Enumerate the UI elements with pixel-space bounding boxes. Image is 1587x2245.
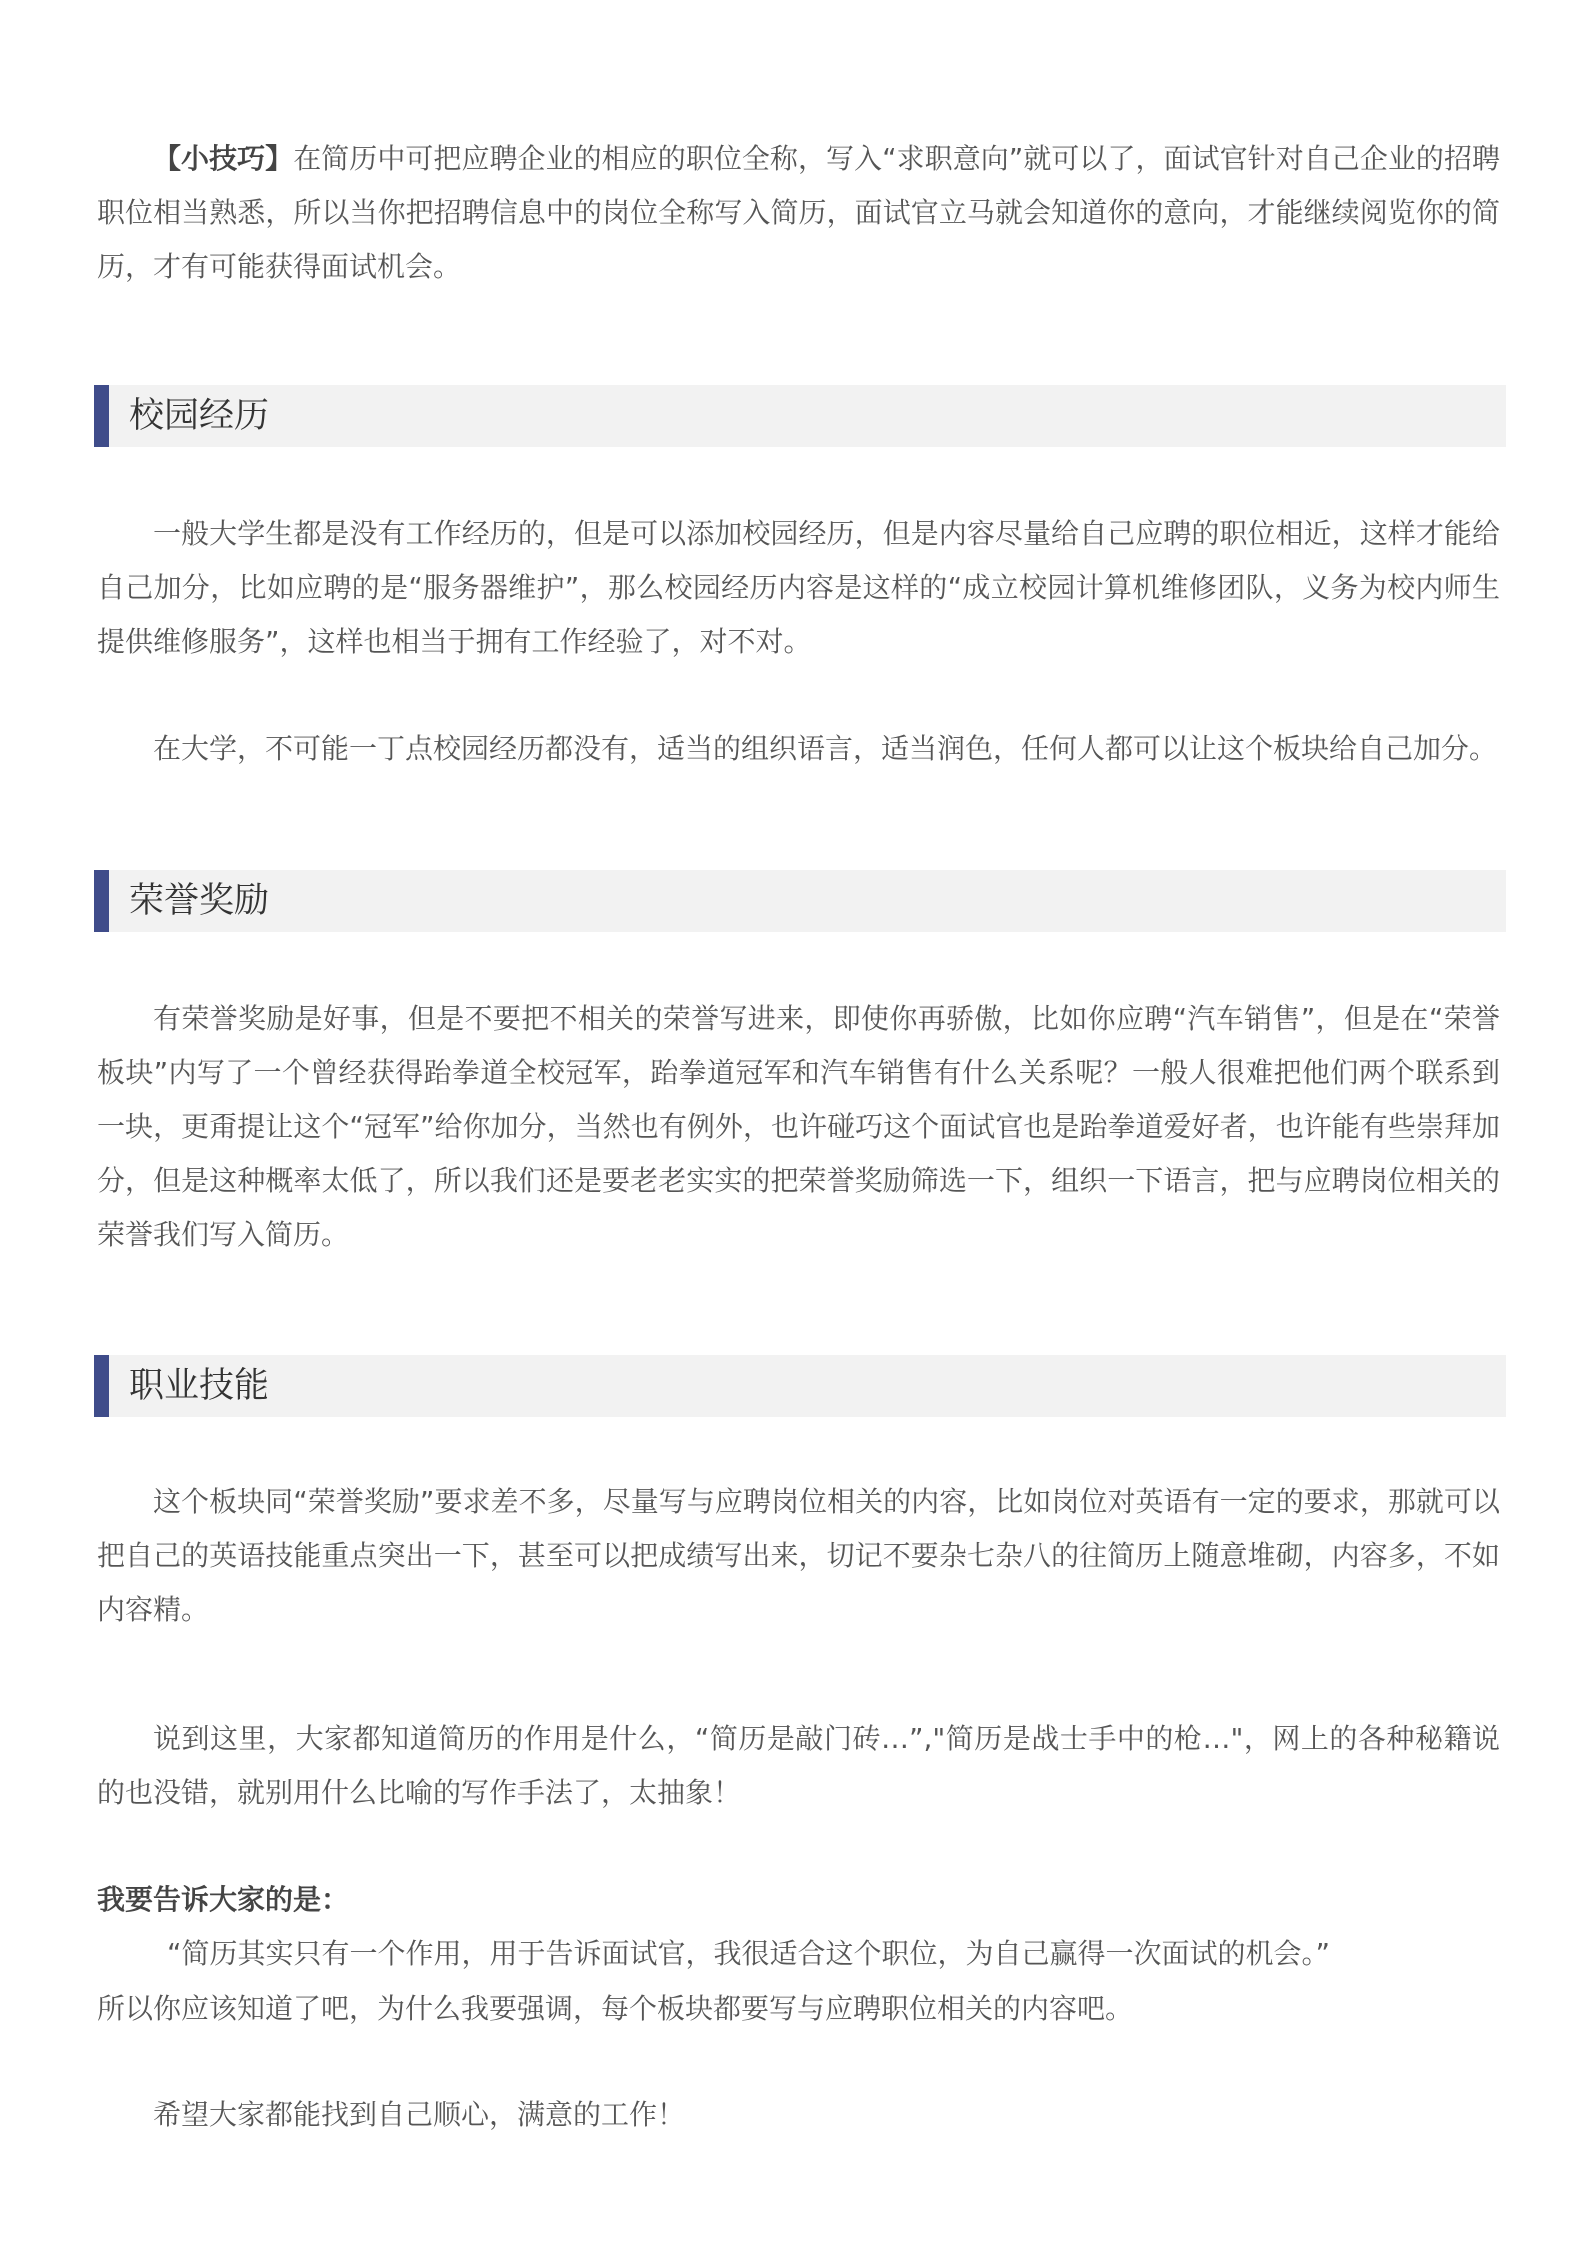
closing-quote: “简历其实只有一个作用，用于告诉面试官，我很适合这个职位，为自己赢得一次面试的机会。” — [167, 1937, 1331, 1970]
heading-text: 职业技能 — [129, 1366, 270, 1406]
heading-text: 荣誉奖励 — [129, 881, 270, 921]
section-heading-campus — [94, 385, 1506, 447]
section-heading-skills — [94, 1355, 1506, 1417]
campus-paragraph-1: 一般大学生都是没有工作经历的，但是可以添加校园经历，但是内容尽量给自己应聘的职位相近，这样才能给自己加分，比如应聘的是“服务器维护”，那么校园经历内容是这样的“成立校园计算机维修团队，义务为校内师生提供维修服务”，这样也相当于拥有工作经验了，对不对。 — [97, 517, 1500, 658]
closing-bold-intro: 我要告诉大家的是： — [97, 1883, 350, 1916]
section-heading-honors — [94, 870, 1506, 932]
closing-conclusion: 所以你应该知道了吧，为什么我要强调，每个板块都要写与应聘职位相关的内容吧。 — [97, 1992, 1134, 2025]
campus-paragraph-2: 在大学，不可能一丁点校园经历都没有，适当的组织语言，适当润色，任何人都可以让这个板块给自己加分。 — [153, 732, 1498, 765]
tip-label: 【小技巧】 — [153, 142, 294, 175]
closing-wish: 希望大家都能找到自己顺心，满意的工作！ — [153, 2098, 686, 2131]
skills-paragraph: 这个板块同“荣誉奖励”要求差不多，尽量写与应聘岗位相关的内容，比如岗位对英语有一定的要求，那就可以把自己的英语技能重点突出一下，甚至可以把成绩写出来，切记不要杂七杂八的往简历上随意堆砌，内容多，不如内容精。 — [97, 1485, 1500, 1626]
closing-paragraph: 说到这里，大家都知道简历的作用是什么，“简历是敲门砖…”,"简历是战士手中的枪…"，网上的各种秘籍说的也没错，就别用什么比喻的写作手法了，太抽象！ — [97, 1722, 1500, 1809]
tip-paragraph — [97, 132, 1500, 294]
tip-text: 在简历中可把应聘企业的相应的职位全称，写入“求职意向”就可以了，面试官针对自己企业的招聘职位相当熟悉，所以当你把招聘信息中的岗位全称写入简历，面试官立马就会知道你的意向，才能继续阅览你的简历，才有可能获得面试机会。 — [97, 142, 1500, 283]
honors-paragraph: 有荣誉奖励是好事，但是不要把不相关的荣誉写进来，即使你再骄傲，比如你应聘“汽车销售”，但是在“荣誉板块”内写了一个曾经获得跆拳道全校冠军，跆拳道冠军和汽车销售有什么关系呢？一般人很难把他们两个联系到一块，更甭提让这个“冠军”给你加分，当然也有例外，也许碰巧这个面试官也是跆拳道爱好者，也许能有些崇拜加分，但是这种概率太低了，所以我们还是要老老实实的把荣誉奖励筛选一下，组织一下语言，把与应聘岗位相关的荣誉我们写入简历。 — [97, 1002, 1500, 1251]
heading-text: 校园经历 — [129, 396, 270, 436]
